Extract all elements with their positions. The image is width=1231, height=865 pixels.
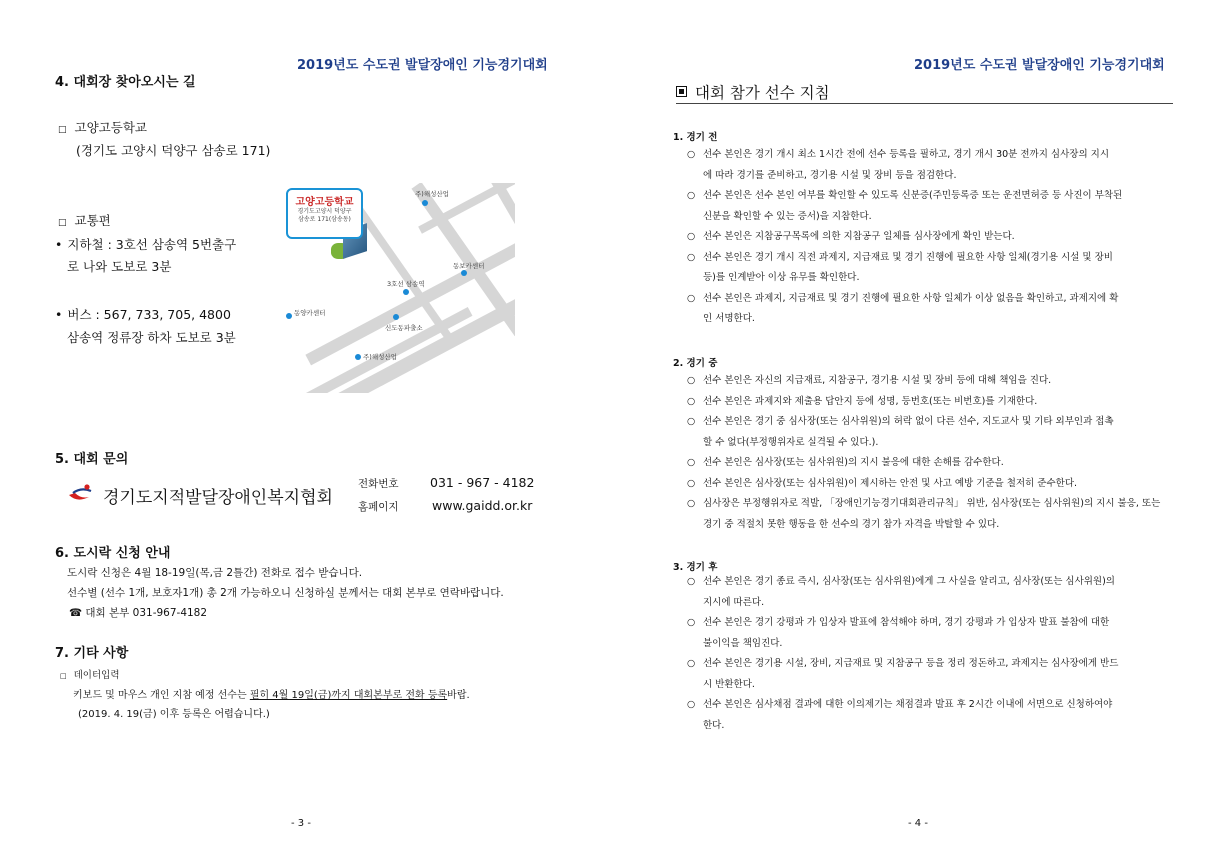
map-pin-icon: [286, 313, 292, 319]
association-logo-icon: [67, 483, 97, 503]
data-entry-item: [60, 667, 120, 681]
location-map: [283, 183, 515, 393]
guideline-text: 신분을 확인할 수 있는 증서)을 지참한다.: [703, 210, 872, 222]
guideline-text: 인 서명한다.: [703, 313, 755, 324]
subway-line-1: 지하철 : 3호선 삼송역 5번출구: [67, 237, 237, 252]
guideline-text: 할 수 없다(부정행위자로 실격될 수 있다.).: [703, 436, 879, 448]
guideline-text: 등)를 인계받아 이상 유무를 확인한다.: [703, 272, 860, 283]
circle-bullet-icon: ○: [687, 416, 696, 427]
guideline-text: 지시에 따른다.: [703, 596, 765, 608]
page-number: - 3 -: [291, 818, 311, 829]
circle-bullet-icon: ○: [687, 457, 696, 468]
divider: [676, 103, 1173, 104]
guideline-text: 불이익을 책임진다.: [703, 637, 783, 649]
guideline-text: 경기 중 적절치 못한 행동을 한 선수의 경기 참가 자격을 박탈할 수 있다.: [703, 518, 1000, 530]
guideline-text: 선수 본인은 과제지, 지급재료 및 경기 진행에 필요한 사항 일체가 이상 없음을 확인하고, 과제지에 확: [703, 292, 1119, 304]
guideline-text: 선수 본인은 경기 강평과 가 입상자 발표에 참석해야 하며, 경기 강평과 가 입상자 발표 불참에 대한: [703, 617, 1110, 628]
phone-value: 031 - 967 - 4182: [430, 475, 535, 490]
guideline-text: 선수 본인은 자신의 지급재료, 지참공구, 경기용 시설 및 장비 등에 대해 책임을 진다.: [703, 375, 1052, 386]
guideline-item: [687, 371, 1177, 392]
guideline-item: [687, 392, 1177, 413]
data-entry-label: 데이터입력: [73, 670, 120, 681]
sub-after-title: 3. 경기 후: [673, 562, 718, 573]
circle-bullet-icon: ○: [687, 190, 696, 201]
circle-bullet-icon: ○: [687, 658, 696, 669]
org-name: 경기도지적발달장애인복지협회: [103, 488, 333, 508]
subway-line-2: 로 나와 도보로 3분: [67, 259, 172, 274]
guideline-item: [687, 248, 1177, 289]
transport-item: [58, 211, 111, 229]
circle-bullet-icon: ○: [687, 395, 696, 407]
dot-bullet-icon: •: [55, 237, 63, 252]
guideline-text: 선수 본인은 경기 개시 최소 1시간 전에 선수 등록을 필하고, 경기 개시 30분 전까지 심사장의 지시: [703, 149, 1109, 160]
circle-bullet-icon: ○: [687, 617, 696, 628]
circle-bullet-icon: ○: [687, 149, 696, 160]
guideline-text: 선수 본인은 경기 중 심사장(또는 심사위원)의 허락 없이 다른 선수, 지도교사 및 기타 외부인과 접촉: [703, 416, 1114, 427]
dot-bullet-icon: •: [55, 307, 63, 322]
circle-bullet-icon: ○: [687, 699, 696, 710]
transport-label: 교통편: [74, 213, 111, 228]
sub-before-title: 1. 경기 전: [673, 132, 718, 143]
callout-addr-1: 경기도고양시 덕양구: [297, 208, 352, 215]
map-label: 3호선 삼송역: [387, 280, 425, 288]
lunch-line-2: 선수별 (선수 1개, 보호자1개) 총 2개 가능하오니 신청하실 분께서는 대회 본부로 연락바랍니다.: [67, 587, 504, 599]
guideline-text: 선수 본인은 경기용 시설, 장비, 지급재료 및 지참공구 등을 정리 정돈하고, 과제지는 심사장에게 반드: [703, 658, 1119, 669]
guideline-text: 선수 본인은 과제지와 제출용 답안지 등에 성명, 등번호(또는 비번호)를 기재한다.: [703, 395, 1038, 407]
map-label: 주)해성산업: [415, 190, 449, 198]
circle-bullet-icon: ○: [687, 498, 696, 509]
guideline-item: [687, 227, 1177, 248]
section-4-title: 4. 대회장 찾아오시는 길: [55, 75, 196, 90]
data-entry-emphasis: 필히 4월 19일(금)까지 대회본부로 전화 등록: [249, 690, 448, 701]
guideline-item: [687, 572, 1177, 613]
lunch-line-1: 도시락 신청은 4월 18-19일(목,금 2틀간) 전화로 접수 받습니다.: [67, 567, 363, 579]
section-title-text: 대회 참가 선수 지침: [695, 84, 830, 102]
bus-line-2: 삼송역 정류장 하차 도보로 3분: [67, 330, 236, 345]
page-number: - 4 -: [908, 818, 928, 829]
school-address: (경기도 고양시 덕양구 삼송로 171): [76, 143, 271, 158]
page-header: 2019년도 수도권 발달장애인 기능경기대회: [297, 58, 548, 73]
circle-bullet-icon: ○: [687, 231, 696, 242]
guideline-text: 선수 본인은 경기 종료 즉시, 심사장(또는 심사위원)에게 그 사실을 알리고, 심사장(또는 심사위원)의: [703, 576, 1115, 587]
section-5-title: 5. 대회 문의: [55, 452, 129, 467]
circle-bullet-icon: ○: [687, 477, 696, 489]
data-entry-text-c: 바랍.: [447, 690, 470, 701]
circle-bullet-icon: ○: [687, 576, 696, 587]
map-pin-icon: [393, 314, 399, 320]
map-callout: [286, 188, 363, 239]
data-entry-line-1: [73, 686, 470, 701]
guideline-item: [687, 145, 1177, 186]
guideline-text: 에 따라 경기를 준비하고, 경기용 시설 및 장비 등을 점검한다.: [703, 169, 957, 181]
page-4: [616, 0, 1231, 865]
guideline-item: [687, 613, 1177, 654]
square-bullet-icon: □: [58, 125, 67, 135]
school-item: [58, 118, 147, 136]
square-bullet-icon: □: [58, 218, 67, 228]
guideline-text: 선수 본인은 심사장(또는 심사위원)이 제시하는 안전 및 사고 예방 기준을 철저히 준수한다.: [703, 477, 1078, 489]
guideline-item: [687, 494, 1177, 535]
circle-bullet-icon: ○: [687, 292, 696, 304]
map-pin-icon: [422, 200, 428, 206]
guideline-item: [687, 654, 1177, 695]
web-label: 홈페이지: [358, 501, 399, 513]
phone-label: 전화번호: [358, 478, 399, 490]
lunch-line-3: ☎ 대회 본부 031-967-4182: [69, 607, 208, 619]
square-bullet-icon: □: [60, 672, 67, 680]
circle-bullet-icon: ○: [687, 251, 696, 263]
guideline-text: 선수 본인은 심사채점 결과에 대한 이의제기는 채점결과 발표 후 2시간 이내에 서면으로 신청하여야: [703, 699, 1113, 710]
subway-info: [55, 235, 236, 253]
data-entry-line-2: (2019. 4. 19(금) 이후 등록은 어렵습니다.): [78, 709, 270, 720]
map-label: 주)해성산업: [363, 353, 397, 361]
section-title: [676, 81, 830, 103]
page-header: 2019년도 수도권 발달장애인 기능경기대회: [914, 58, 1165, 73]
map-label: 동양카센터: [294, 309, 326, 317]
school-label: 고양고등학교: [74, 120, 147, 135]
guideline-text: 심사장은 부정행위자로 적발, 「장애인기능경기대회관리규칙」 위반, 심사장(또는 심사위원)의 지시 불응, 또는: [703, 498, 1161, 509]
map-label: 신도동파출소: [385, 324, 423, 332]
guideline-item: [687, 474, 1177, 495]
filled-square-icon: [676, 86, 687, 97]
guideline-item: [687, 453, 1177, 474]
bus-line-1: 버스 : 567, 733, 705, 4800: [67, 307, 231, 322]
map-pin-icon: [403, 289, 409, 295]
sub-during-title: 2. 경기 중: [673, 358, 718, 369]
callout-addr-2: 삼송로 171(삼송동): [298, 216, 351, 223]
section-6-title: 6. 도시락 신청 안내: [55, 546, 171, 561]
guideline-text: 선수 본인은 경기 개시 직전 과제지, 지급재료 및 경기 진행에 필요한 사항 일체(경기용 시설 및 장비: [703, 251, 1113, 263]
guideline-text: 시 반환한다.: [703, 678, 755, 690]
page-3: [0, 0, 615, 865]
guideline-text: 선수 본인은 심사장(또는 심사위원)의 지시 불응에 대한 손해를 감수한다.: [703, 457, 1004, 468]
guideline-item: [687, 186, 1177, 227]
web-value: www.gaidd.or.kr: [432, 498, 533, 513]
map-label: 동보카센터: [453, 262, 485, 270]
guideline-item: [687, 289, 1177, 330]
guideline-item: [687, 412, 1177, 453]
guideline-text: 한다.: [703, 719, 725, 731]
bus-info: [55, 305, 231, 323]
map-pin-icon: [355, 354, 361, 360]
guideline-text: 선수 본인은 선수 본인 여부를 확인할 수 있도록 신분증(주민등록증 또는 운전면허증 등 사진이 부착된: [703, 190, 1123, 201]
map-pin-icon: [461, 270, 467, 276]
callout-name: 고양고등학교: [295, 197, 354, 208]
circle-bullet-icon: ○: [687, 375, 696, 386]
guideline-text: 선수 본인은 지참공구목록에 의한 지참공구 일체를 심사장에게 확인 받는다.: [703, 231, 1015, 242]
data-entry-text-a: 키보드 및 마우스 개인 지참 예정 선수는: [73, 690, 250, 701]
guideline-item: [687, 695, 1177, 736]
section-7-title: 7. 기타 사항: [55, 646, 129, 661]
